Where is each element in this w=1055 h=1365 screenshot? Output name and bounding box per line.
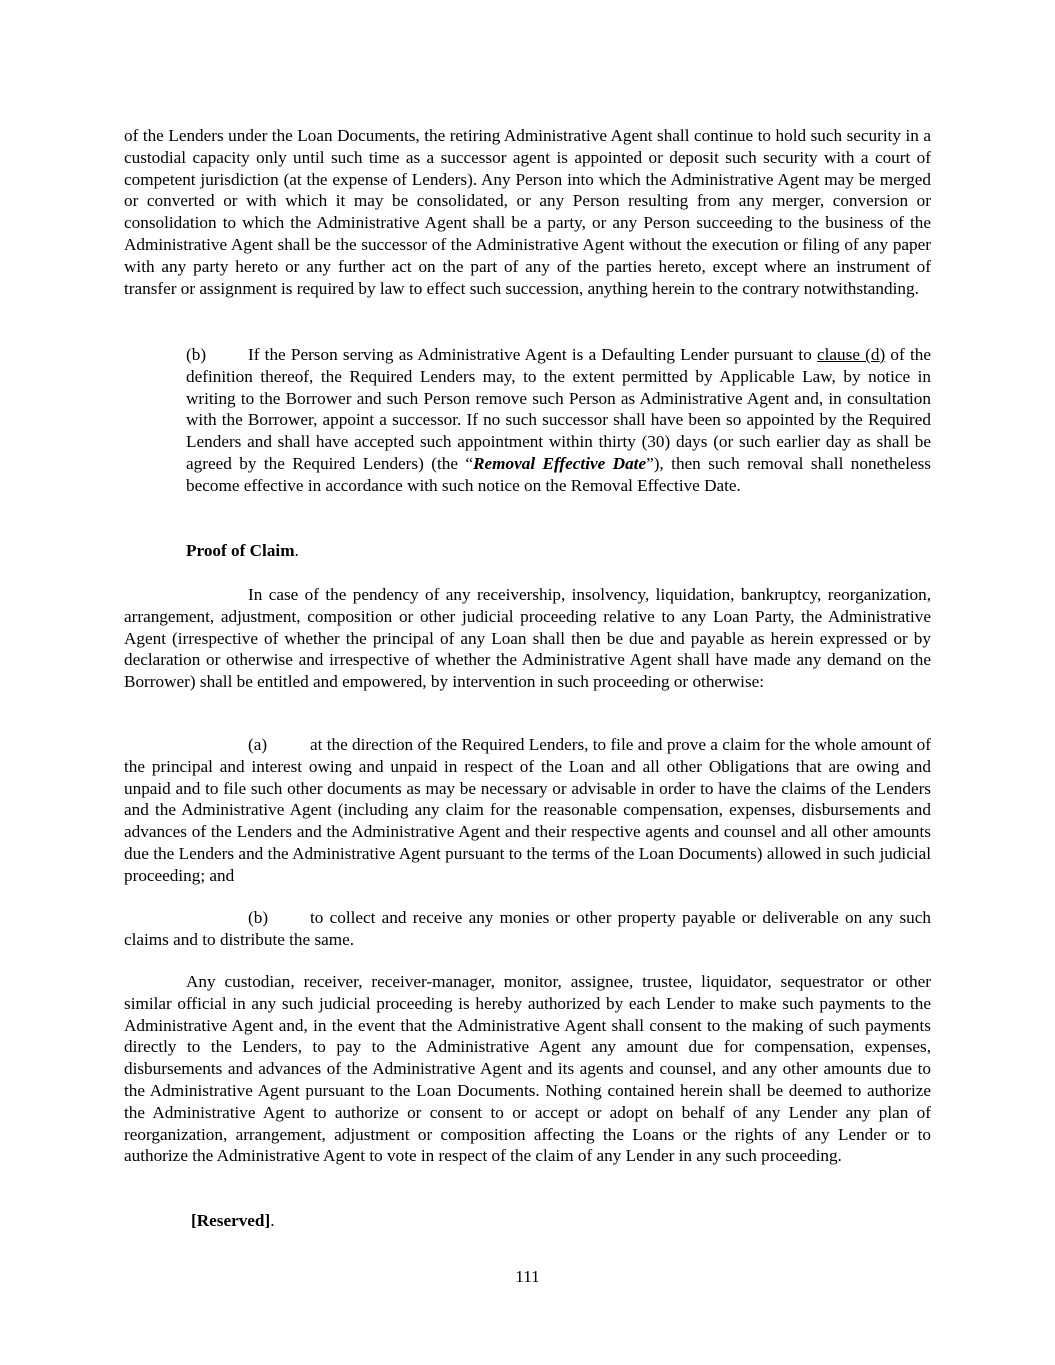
- paragraph-item-a: [124, 734, 931, 887]
- paragraph-item-b: [124, 907, 931, 951]
- item-label: (b): [248, 908, 269, 927]
- section-heading-proof-of-claim: [186, 540, 299, 562]
- text-run: In case of the pendency of any receivership, insolvency, liquidation, bankruptcy, reorganization, arrangement, adjustment, composition or other judicial proceeding relative to any Loan Party, the Administrative Agent (irrespective of whether the principal of any Loan shall then be due and payable as herein expressed or by declaration or otherwise and irrespective of whether the Administrative Agent shall have made any demand on the Borrower) shall be entitled and empowered, by intervention in such proceeding or otherwise:: [124, 585, 931, 692]
- heading-text: Proof of Claim: [186, 541, 295, 560]
- defined-term: Removal Effective Date: [473, 453, 647, 473]
- text-run: of the definition thereof, the Required Lenders may, to the extent permitted by Applicable Law, by notice in writing to the Borrower and such Person remove such Person as Administrative Agent and, in consultation with the Borrower, appoint a successor. If no such successor shall have been so appointed by the Required Lenders and shall have accepted such appointment within thirty (30) days (or such earlier day as shall be agreed by the Required Lenders) (the “: [186, 345, 931, 473]
- paragraph-removal-b: [186, 344, 931, 497]
- paragraph-successor-agent: of the Lenders under the Loan Documents, the retiring Administrative Agent shall continue to hold such security in a custodial capacity only until such time as a successor agent is appointed or deposit such security with a court of competent jurisdiction (at the expense of Lenders). Any Person into which the Administrative Agent may be merged or converted or with which it may be consolidated, or any Person resulting from any merger, conversion or consolidation to which the Administrative Agent shall be a party, or any Person succeeding to the business of the Administrative Agent shall be the successor of the Administrative Agent without the execution or filing of any paper with any party hereto or any further act on the part of any of the parties hereto, except where an instrument of transfer or assignment is required by law to effect such succession, anything herein to the contrary notwithstanding.: [124, 126, 931, 298]
- heading-punct: .: [294, 541, 299, 560]
- section-heading-reserved: [191, 1210, 275, 1232]
- clause-reference: clause (d): [817, 345, 886, 364]
- text-run: If the Person serving as Administrative Agent is a Defaulting Lender pursuant to: [248, 345, 818, 364]
- paragraph-pendency: [124, 584, 931, 693]
- page-number: 111: [515, 1267, 540, 1286]
- heading-punct: .: [270, 1211, 275, 1230]
- heading-text: [Reserved]: [191, 1211, 271, 1230]
- text-run: at the direction of the Required Lenders, to file and prove a claim for the whole amount of the principal and interest owing and unpaid in respect of the Loan and all other Obligations that are owing and unpaid and to file such other documents as may be necessary or advisable in order to have the claims of the Lenders and the Administrative Agent (including any claim for the reasonable compensation, expenses, disbursements and advances of the Lenders and the Administrative Agent and their respective agents and counsel and all other amounts due the Lenders and the Administrative Agent pursuant to the terms of the Loan Documents) allowed in such judicial proceeding; and: [124, 735, 931, 885]
- text-run: to collect and receive any monies or other property payable or deliverable on any such claims and to distribute the same.: [124, 908, 931, 949]
- text-run: ”), then such removal shall nonetheless become effective in accordance with such notice on the Removal Effective Date.: [186, 453, 931, 495]
- item-label: (a): [248, 735, 268, 754]
- item-label: (b): [186, 345, 207, 364]
- text-run: Any custodian, receiver, receiver-manager, monitor, assignee, trustee, liquidator, sequestrator or other similar official in any such judicial proceeding is hereby authorized by each Lender to make such payments to the Administrative Agent and, in the event that the Administrative Agent shall consent to the making of such payments directly to the Lenders, to pay to the Administrative Agent any amount due for compensation, expenses, disbursements and advances of the Administrative Agent and its agents and counsel, and any other amounts due to the Administrative Agent pursuant to the Loan Documents. Nothing contained herein shall be deemed to authorize the Administrative Agent to authorize or consent to or accept or adopt on behalf of any Lender any plan of reorganization, arrangement, adjustment or composition affecting the Loans or the rights of any Lender or to authorize the Administrative Agent to vote in respect of the claim of any Lender in any such proceeding.: [124, 972, 931, 1166]
- paragraph-custodian: [124, 971, 931, 1167]
